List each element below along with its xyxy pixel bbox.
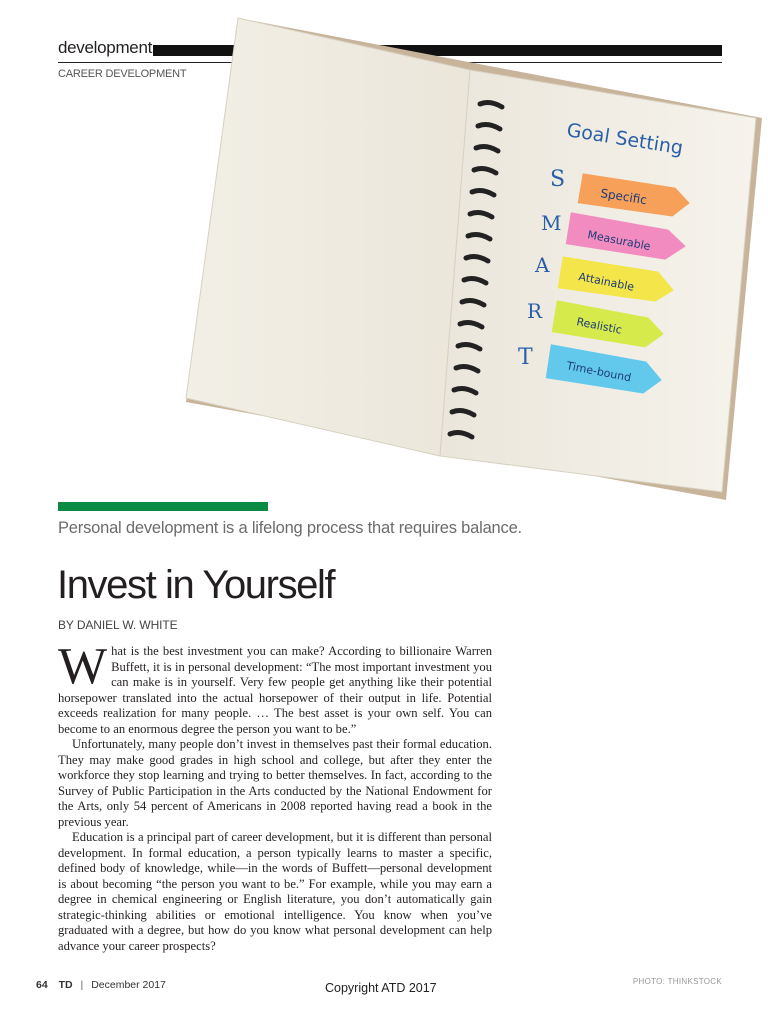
svg-text:R: R [527,299,543,323]
page-footer [36,979,166,991]
article-paragraph: Education is a principal part of career development, but it is different than personal development. In formal education, a person typically learns to master a specific, defined body of knowledge, while—in the words of Buffett—personal development is about becoming “the person you want to be.” For example, while you may earn a degree in chemical engineering or English literature, you don’t automatically gain strategic-thinking abilities or emotional intelligence. You know when you’ve graduated with a degree, but how do you know what personal development can help advance your career prospects? [58,830,492,953]
notebook-heading: Goal Setting [565,119,685,160]
magazine-name: TD [58,979,73,991]
svg-text:A: A [535,253,550,277]
article-body [58,638,492,954]
section-label: development [58,38,153,57]
svg-text:S: S [550,167,566,192]
article-title: Invest in Yourself [57,563,335,607]
article-paragraph: What is the best investment you can make? According to billionaire Warren Buffett, it is in personal development: “The most important investment you can make is in yourself. Very few people get anything like their potential horsepower translated into the actual horsepower of their output in life. Potential exceeds realization for many people. … The best asset is your own self. You can become to an enormous degree the person you want to be.” [58,638,492,736]
issue-date: December 2017 [91,979,166,991]
svg-text:Time-bound: Time-bound [565,359,633,385]
page-number: 64 [36,979,48,991]
photo-credit: PHOTO: THINKSTOCK [632,977,722,986]
notebook-left-page [186,18,470,456]
article-byline: BY DANIEL W. WHITE [58,618,178,632]
svg-text:Attainable: Attainable [577,270,636,294]
svg-text:M: M [541,211,562,235]
notebook-illustration [0,0,768,510]
svg-text:Specific: Specific [599,186,648,208]
article-paragraph: Unfortunately, many people don’t invest in themselves past their formal education. They may make good grades in high school and college, but after they enter the workforce they stop learning and trying to better themselves. In fact, according to the Survey of Public Participation in the Arts conducted by the National Endowment for the Arts, only 54 percent of Americans in 2008 reported having read a book in the previous year. [58,737,492,829]
svg-text:Measurable: Measurable [586,228,652,254]
svg-text:T: T [518,345,533,370]
svg-text:Realistic: Realistic [575,315,623,337]
footer-separator: | [80,979,84,991]
article-deck: Personal development is a lifelong process that requires balance. [58,519,522,537]
drop-cap: W [58,638,108,695]
subsection-label: CAREER DEVELOPMENT [58,68,187,80]
copyright-notice: Copyright ATD 2017 [325,981,437,995]
accent-bar [58,502,268,511]
